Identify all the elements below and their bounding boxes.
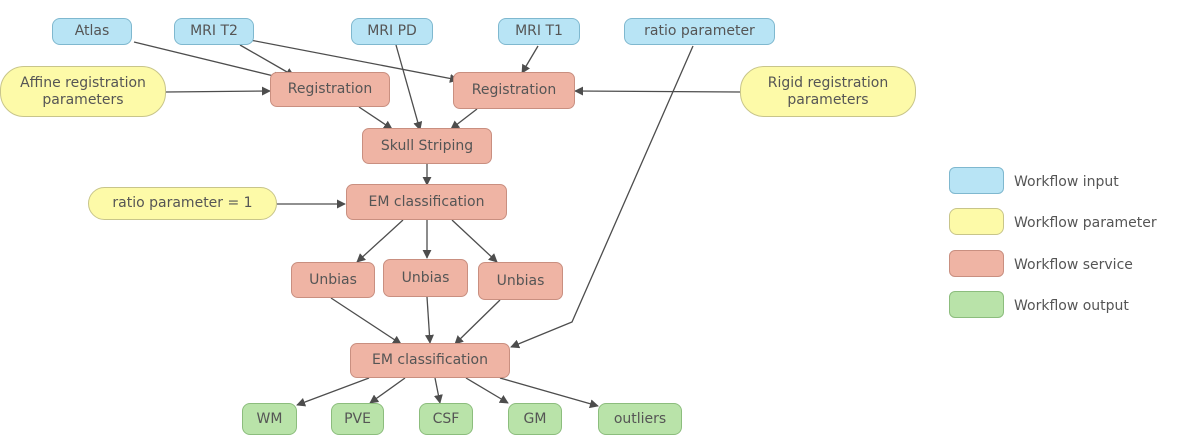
node-ratio-parameter-fixed: ratio parameter = 1 — [88, 187, 277, 220]
edge-unbias-2-em-2 — [427, 297, 430, 343]
edge-em-2-wm — [297, 378, 369, 405]
legend-swatch-parameter — [949, 208, 1004, 235]
edge-em-1-unbias-1 — [357, 220, 403, 262]
edge-rigid-params-registration-2 — [575, 91, 740, 92]
legend-label-parameter: Workflow parameter — [1014, 215, 1157, 231]
node-registration-1: Registration — [270, 72, 390, 107]
node-csf: CSF — [419, 403, 473, 435]
edge-em-2-gm — [466, 378, 508, 403]
node-ratio-parameter: ratio parameter — [624, 18, 775, 45]
edge-affine-params-registration-1 — [166, 91, 270, 92]
legend-swatch-input — [949, 167, 1004, 194]
edge-em-2-pve — [370, 378, 405, 403]
node-em-classification-2: EM classification — [350, 343, 510, 378]
edge-em-1-unbias-3 — [452, 220, 497, 262]
node-unbias-3: Unbias — [478, 262, 563, 300]
node-registration-2: Registration — [453, 72, 575, 109]
edge-em-2-outliers — [500, 378, 598, 406]
node-mri-pd: MRI PD — [351, 18, 433, 45]
edge-registration-2-skull-striping — [451, 109, 477, 129]
node-unbias-2: Unbias — [383, 259, 468, 297]
node-mri-t1: MRI T1 — [498, 18, 580, 45]
node-em-classification-1: EM classification — [346, 184, 507, 220]
node-rigid-registration-parameters: Rigid registration parameters — [740, 66, 916, 117]
legend-swatch-service — [949, 250, 1004, 277]
node-unbias-1: Unbias — [291, 262, 375, 298]
edge-unbias-3-em-2 — [455, 300, 500, 344]
edge-registration-1-skull-striping — [359, 107, 392, 129]
node-wm: WM — [242, 403, 297, 435]
node-atlas: Atlas — [52, 18, 132, 45]
node-outliers: outliers — [598, 403, 682, 435]
edge-mri-t1-registration-2 — [522, 46, 538, 73]
legend-swatch-output — [949, 291, 1004, 318]
node-skull-striping: Skull Striping — [362, 128, 492, 164]
edge-em-2-csf — [435, 378, 440, 403]
node-pve: PVE — [331, 403, 384, 435]
legend-label-service: Workflow service — [1014, 257, 1133, 273]
node-affine-registration-parameters: Affine registration parameters — [0, 66, 166, 117]
legend-label-output: Workflow output — [1014, 298, 1129, 314]
edge-mri-pd-skull-striping — [396, 45, 420, 130]
edge-unbias-1-em-2 — [331, 298, 401, 344]
node-gm: GM — [508, 403, 562, 435]
node-mri-t2: MRI T2 — [174, 18, 254, 45]
legend-label-input: Workflow input — [1014, 174, 1119, 190]
